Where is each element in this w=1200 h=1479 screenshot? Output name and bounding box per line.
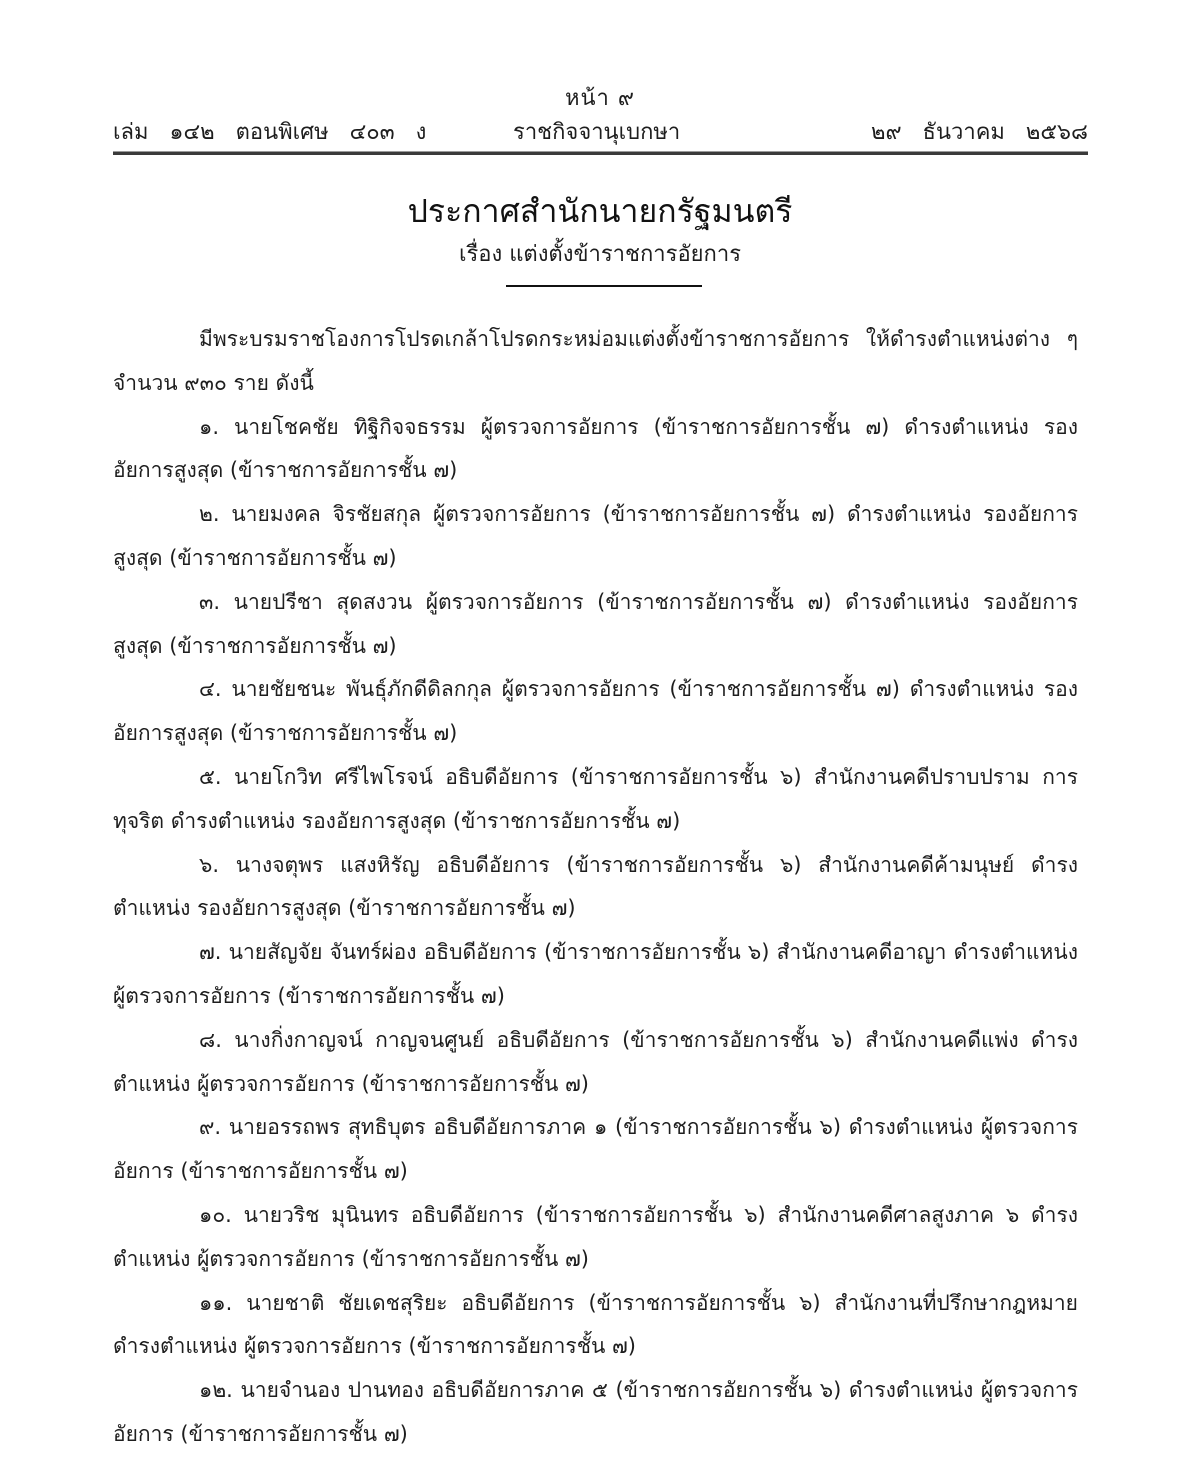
list-item: ๗. นายสัญจัย จันทร์ผ่อง อธิบดีอัยการ (ข้าราชการอัยการชั้น ๖) สำนักงานคดีอาญา ดำรงตำแหน่ง ผู้ตรวจการอัยการ (ข้าราชการอัยการชั้น ๗) — [113, 940, 1078, 1008]
list-item: ๘. นางกิ่งกาญจน์ กาญจนศูนย์ อธิบดีอัยการ (ข้าราชการอัยการชั้น ๖) สำนักงานคดีแพ่ง ดำรงตำแหน่ง ผู้ตรวจการอัยการ (ข้าราชการอัยการชั้น ๗) — [113, 1027, 1078, 1096]
list-item: ๔. นายชัยชนะ พันธุ์ภักดีดิลกกุล ผู้ตรวจการอัยการ (ข้าราชการอัยการชั้น ๗) ดำรงตำแหน่ง รองอัยการสูงสุด (ข้าราชการอัยการชั้น ๗) — [113, 677, 1078, 746]
list-item: ๑๒. นายจำนอง ปานทอง อธิบดีอัยการภาค ๕ (ข้าราชการอัยการชั้น ๖) ดำรงตำแหน่ง ผู้ตรวจการอัยการ (ข้าราชการอัยการชั้น ๗) — [113, 1378, 1078, 1446]
header-divider — [113, 151, 1088, 155]
document-title: ประกาศสำนักนายกรัฐมนตรี — [407, 192, 793, 230]
list-item: ๑๑. นายชาติ ชัยเดชสุริยะ อธิบดีอัยการ (ข้าราชการอัยการชั้น ๖) สำนักงานที่ปรึกษากฎหมาย ดำรงตำแหน่ง ผู้ตรวจการอัยการ (ข้าราชการอัยการชั้น ๗) — [113, 1290, 1078, 1359]
page-number: หน้า ๙ — [564, 86, 635, 111]
list-item: ๑๐. นายวริช มุนินทร อธิบดีอัยการ (ข้าราชการอัยการชั้น ๖) สำนักงานคดีศาลสูงภาค ๖ ดำรงตำแหน่ง ผู้ตรวจการอัยการ (ข้าราชการอัยการชั้น ๗) — [113, 1202, 1078, 1271]
list-item: ๓. นายปรีชา สุดสงวน ผู้ตรวจการอัยการ (ข้าราชการอัยการชั้น ๗) ดำรงตำแหน่ง รองอัยการสูงสุด (ข้าราชการอัยการชั้น ๗) — [113, 589, 1078, 658]
gazette-header — [113, 114, 1088, 148]
document-subject: เรื่อง แต่งตั้งข้าราชการอัยการ — [458, 242, 742, 267]
title-divider — [506, 285, 702, 287]
publication-name: ราชกิจจานุเบกษา — [513, 120, 681, 145]
volume-issue: เล่ม ๑๔๒ ตอนพิเศษ ๔๐๓ ง — [113, 120, 427, 145]
document-body — [113, 318, 1078, 1457]
intro-paragraph: มีพระบรมราชโองการโปรดเกล้าโปรดกระหม่อมแต่งตั้งข้าราชการอัยการ ให้ดำรงตำแหน่งต่าง ๆ จำนวน ๙๓๐ ราย ดังนี้ — [113, 327, 1078, 395]
list-item: ๕. นายโกวิท ศรีไพโรจน์ อธิบดีอัยการ (ข้าราชการอัยการชั้น ๖) สำนักงานคดีปราบปราม การทุจริต ดำรงตำแหน่ง รองอัยการสูงสุด (ข้าราชการอัยการชั้น ๗) — [113, 764, 1078, 833]
list-item: ๑. นายโชคชัย ทิฐิกิจจธรรม ผู้ตรวจการอัยการ (ข้าราชการอัยการชั้น ๗) ดำรงตำแหน่ง รองอัยการสูงสุด (ข้าราชการอัยการชั้น ๗) — [113, 414, 1078, 483]
list-item: ๙. นายอรรถพร สุทธิบุตร อธิบดีอัยการภาค ๑ (ข้าราชการอัยการชั้น ๖) ดำรงตำแหน่ง ผู้ตรวจการอัยการ (ข้าราชการอัยการชั้น ๗) — [113, 1115, 1078, 1184]
list-item: ๒. นายมงคล จิรชัยสกุล ผู้ตรวจการอัยการ (ข้าราชการอัยการชั้น ๗) ดำรงตำแหน่ง รองอัยการสูงสุด (ข้าราชการอัยการชั้น ๗) — [113, 502, 1078, 570]
publication-date: ๒๙ ธันวาคม ๒๕๖๘ — [870, 120, 1088, 145]
list-item: ๖. นางจตุพร แสงหิรัญ อธิบดีอัยการ (ข้าราชการอัยการชั้น ๖) สำนักงานคดีค้ามนุษย์ ดำรงตำแหน่ง รองอัยการสูงสุด (ข้าราชการอัยการชั้น ๗) — [113, 852, 1078, 921]
